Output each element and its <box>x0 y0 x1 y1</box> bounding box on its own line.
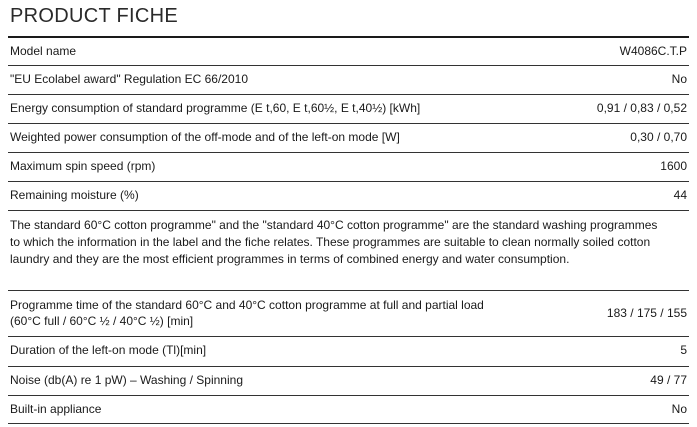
row-value: No <box>671 72 687 86</box>
table-row <box>10 297 687 331</box>
row-label: Duration of the left-on mode (Tl)[min] <box>10 343 207 357</box>
page-title: PRODUCT FICHE <box>10 5 178 27</box>
row-divider <box>8 366 689 367</box>
row-label: Weighted power consumption of the off-mode and of the left-on mode [W] <box>10 130 400 144</box>
row-value: 1600 <box>660 159 687 173</box>
row-value: 183 / 175 / 155 <box>606 306 687 320</box>
row-divider <box>8 181 689 182</box>
row-value: 49 / 77 <box>650 373 687 387</box>
title-divider <box>8 36 689 38</box>
row-divider <box>8 65 689 66</box>
row-label: Maximum spin speed (rpm) <box>10 159 156 173</box>
row-value: No <box>671 402 687 416</box>
row-value: 0,91 / 0,83 / 0,52 <box>596 101 687 115</box>
row-divider <box>8 395 689 396</box>
row-divider <box>8 210 689 211</box>
row-label: Remaining moisture (%) <box>10 188 139 202</box>
row-label: Energy consumption of standard programme (E t,60, E t,60½, E t,40½) [kWh] <box>10 101 421 115</box>
row-label: Programme time of the standard 60°C and 40°C cotton programme at full and partial load (60°C full / 60°C ½ / 40°C ½) [min] <box>10 298 484 328</box>
row-value: 44 <box>673 188 687 202</box>
row-label: "EU Ecolabel award" Regulation EC 66/2010 <box>10 72 248 86</box>
row-divider <box>8 94 689 95</box>
row-label: Model name <box>10 44 77 58</box>
row-label: Noise (db(A) re 1 pW) – Washing / Spinning <box>10 373 243 387</box>
row-divider <box>8 290 689 291</box>
row-value: 5 <box>680 343 687 357</box>
row-divider <box>8 123 689 124</box>
row-value: W4086C.T.P <box>619 44 687 58</box>
row-label: Built-in appliance <box>10 402 102 416</box>
row-divider <box>8 336 689 337</box>
row-value: 0,30 / 0,70 <box>630 130 687 144</box>
standard-programme-note: The standard 60°C cotton programme" and the "standard 40°C cotton programme" are the standard washing programmes to which the information in the label and the fiche relates. These programmes are suitable to clean normally soiled cotton laundry and they are the most efficient programmes in terms of combined energy and water consumption. <box>10 218 658 266</box>
row-divider <box>8 152 689 153</box>
row-divider <box>8 423 689 424</box>
